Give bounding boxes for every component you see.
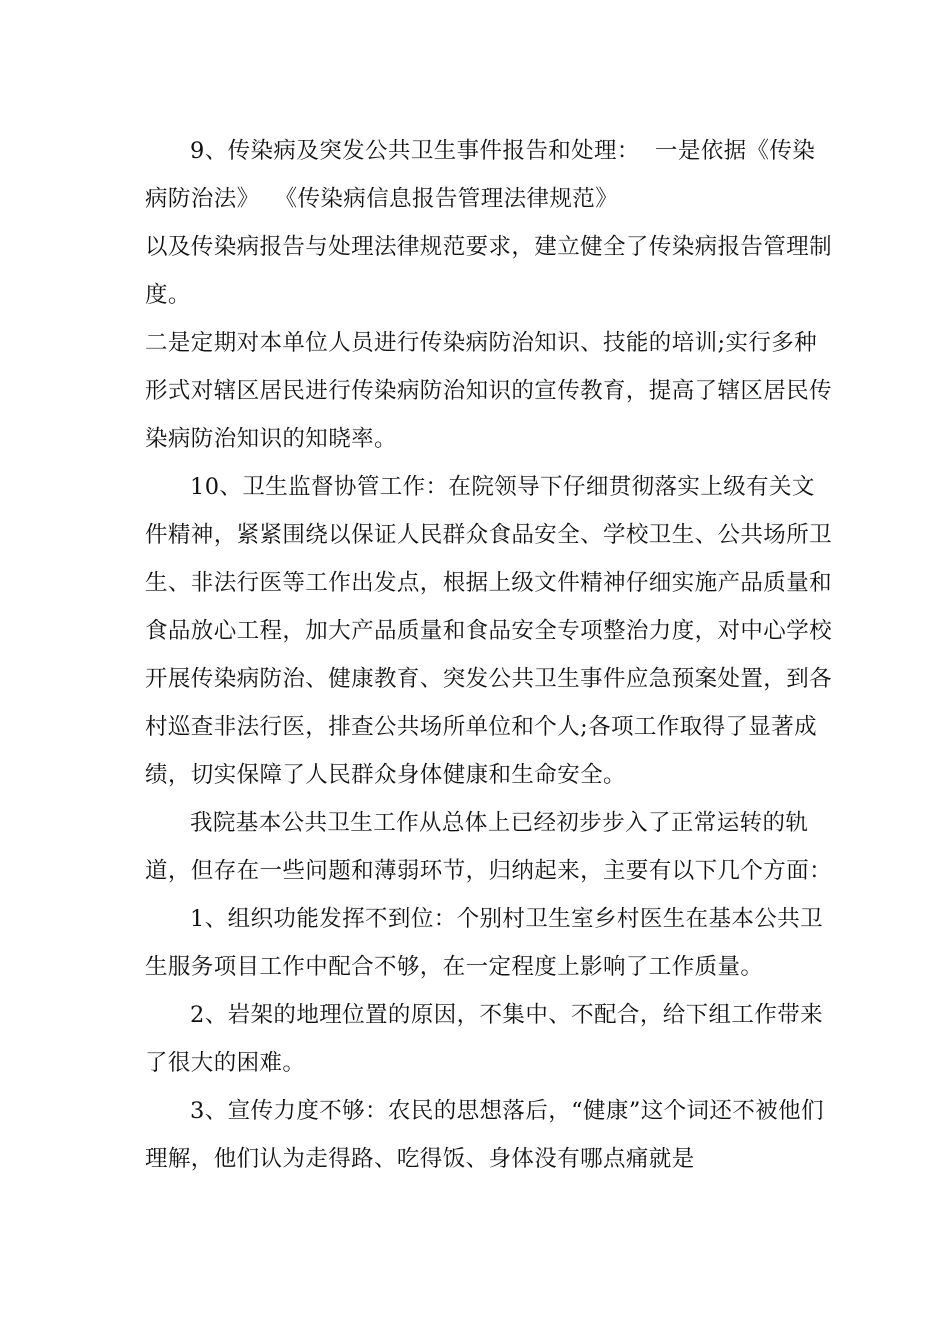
paragraph-summary: 我院基本公共卫生工作从总体上已经初步步入了正常运转的轨道，但存在一些问题和薄弱环节，归纳起来，主要有以下几个方面： <box>145 810 833 884</box>
paragraph-problem-2: 2、岩架的地理位置的原因，不集中、不配合，给下组工作带来了很大的困难。 <box>145 1002 824 1076</box>
paragraph-item-9: 9、传染病及突发公共卫生事件报告和处理： 一是依据《传染病防治法》 《传染病信息报告管理法律规范》 <box>145 138 816 212</box>
paragraph-item-10: 10、卫生监督协管工作：在院领导下仔细贯彻落实上级有关文件精神，紧紧围绕以保证人民群众食品安全、学校卫生、公共场所卫生、非法行医等工作出发点，根据上级文件精神仔细实施产品质量和食品放心工程，加大产品质量和食品安全专项整治力度，对中心学校开展传染病防治、健康教育、突发公共卫生事件应急预案处置，到各村巡查非法行医，排查公共场所单位和个人;各项工作取得了显著成绩，切实保障了人民群众身体健康和生命安全。 <box>145 474 833 788</box>
document-body <box>145 127 835 1183</box>
paragraph-problem-3: 3、宣传力度不够：农民的思想落后，“健康”这个词还不被他们理解，他们认为走得路、吃得饭、身体没有哪点痛就是 <box>145 1098 824 1172</box>
paragraph-item-9-continued: 以及传染病报告与处理法律规范要求，建立健全了传染病报告管理制度。 <box>145 234 833 308</box>
paragraph-item-9-second-point: 二是定期对本单位人员进行传染病防治知识、技能的培训;实行多种形式对辖区居民进行传染病防治知识的宣传教育，提高了辖区居民传染病防治知识的知晓率。 <box>145 330 833 452</box>
paragraph-problem-1: 1、组织功能发挥不到位：个别村卫生室乡村医生在基本公共卫生服务项目工作中配合不够，在一定程度上影响了工作质量。 <box>145 906 824 980</box>
